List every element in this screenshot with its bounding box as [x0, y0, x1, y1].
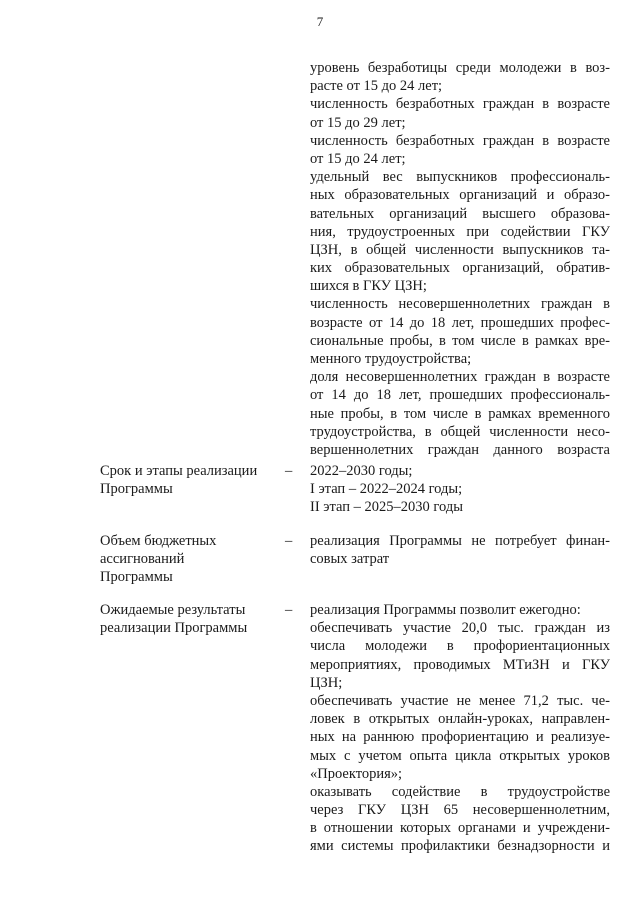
page-number: 7	[316, 14, 324, 29]
text-line: ями системы профилактики безнадзорности и	[310, 838, 610, 855]
section-label-timeline	[100, 462, 280, 498]
text-line: ких образовательных организаций, обратив-	[310, 260, 610, 277]
text-line: ЦЗН, в общей численности выпускников та-	[310, 241, 610, 258]
text-line: трудоустройства, в общей численности несо-	[310, 423, 610, 440]
text-line: расте от 15 до 24 лет;	[310, 78, 443, 95]
dash-separator: –	[285, 602, 293, 618]
text-line: возрасте от 14 до 18 лет, прошедших профес-	[310, 314, 610, 331]
text-line: мых с учетом опыта цикла открытых уроков	[310, 747, 610, 764]
text-line: численность безработных граждан в возрасте	[310, 132, 610, 149]
text-line: I этап – 2022–2024 годы;	[310, 481, 463, 498]
label-line: Ожидаемые результаты	[100, 602, 246, 618]
dash-separator: –	[285, 533, 293, 549]
text-line: ные пробы, в том числе в рамках временного	[310, 405, 610, 422]
text-line: «Проектория»;	[310, 765, 403, 782]
text-line: уровень безработицы среди молодежи в воз-	[310, 60, 610, 76]
text-line: 2022–2030 годы;	[310, 463, 413, 479]
section-label-results	[100, 601, 280, 637]
text-line: сиональные пробы, в том числе в рамках вре-	[310, 332, 610, 349]
label-line: Срок и этапы реализации	[100, 463, 258, 479]
text-line: шихся в ГКУ ЦЗН;	[310, 278, 427, 295]
text-line: ния, трудоустроенных при содействии ГКУ	[310, 223, 610, 240]
text-line: обеспечивать участие не менее 71,2 тыс. че-	[310, 692, 610, 709]
text-line: ЦЗН;	[310, 674, 343, 691]
indicators-list	[310, 59, 610, 459]
text-line: обеспечивать участие 20,0 тыс. граждан из	[310, 620, 610, 637]
label-line: Программы	[100, 569, 173, 585]
text-line: реализация Программы позволит ежегодно:	[310, 602, 581, 618]
text-line: от 15 до 29 лет;	[310, 114, 406, 131]
text-line: ловек в открытых онлайн-уроках, направлен-	[310, 711, 610, 728]
text-line: в отношении которых органами и учреждени-	[310, 820, 610, 837]
label-line: ассигнований	[100, 551, 185, 567]
section-text-timeline	[310, 462, 610, 517]
text-line: численность несовершеннолетних граждан в	[310, 296, 610, 313]
text-line: II этап – 2025–2030 годы	[310, 499, 463, 516]
text-line: через ГКУ ЦЗН 65 несовершеннолетним,	[310, 802, 610, 819]
section-text-results	[310, 601, 610, 856]
text-line: мероприятиях, проводимых МТиЗН и ГКУ	[310, 656, 610, 673]
text-line: от 14 до 18 лет, прошедших профессиональ-	[310, 387, 610, 404]
text-line: ных на раннюю профориентацию и реализуе-	[310, 729, 610, 746]
text-line: численность безработных граждан в возрасте	[310, 96, 610, 113]
text-line: менного трудоустройства;	[310, 351, 472, 367]
text-line: оказывать содействие в трудоустройстве	[310, 783, 610, 800]
text-line: удельный вес выпускников профессиональ-	[310, 169, 610, 186]
dash-separator: –	[285, 463, 293, 479]
text-line: совых затрат	[310, 551, 390, 568]
text-line: вательных организаций высшего образова-	[310, 205, 610, 222]
label-line: Объем бюджетных	[100, 533, 217, 549]
text-line: от 15 до 24 лет;	[310, 150, 406, 167]
text-line: доля несовершеннолетних граждан в возрасте	[310, 369, 610, 386]
text-line: ных образовательных организаций и образо-	[310, 187, 610, 204]
section-text-budget	[310, 532, 610, 568]
text-line: числа молодежи в профориентационных	[310, 638, 610, 655]
section-label-budget	[100, 532, 280, 586]
label-line: реализации Программы	[100, 620, 248, 636]
text-line: реализация Программы не потребует финан-	[310, 533, 610, 549]
text-line: вершеннолетних граждан данного возраста	[310, 441, 610, 458]
label-line: Программы	[100, 481, 173, 497]
